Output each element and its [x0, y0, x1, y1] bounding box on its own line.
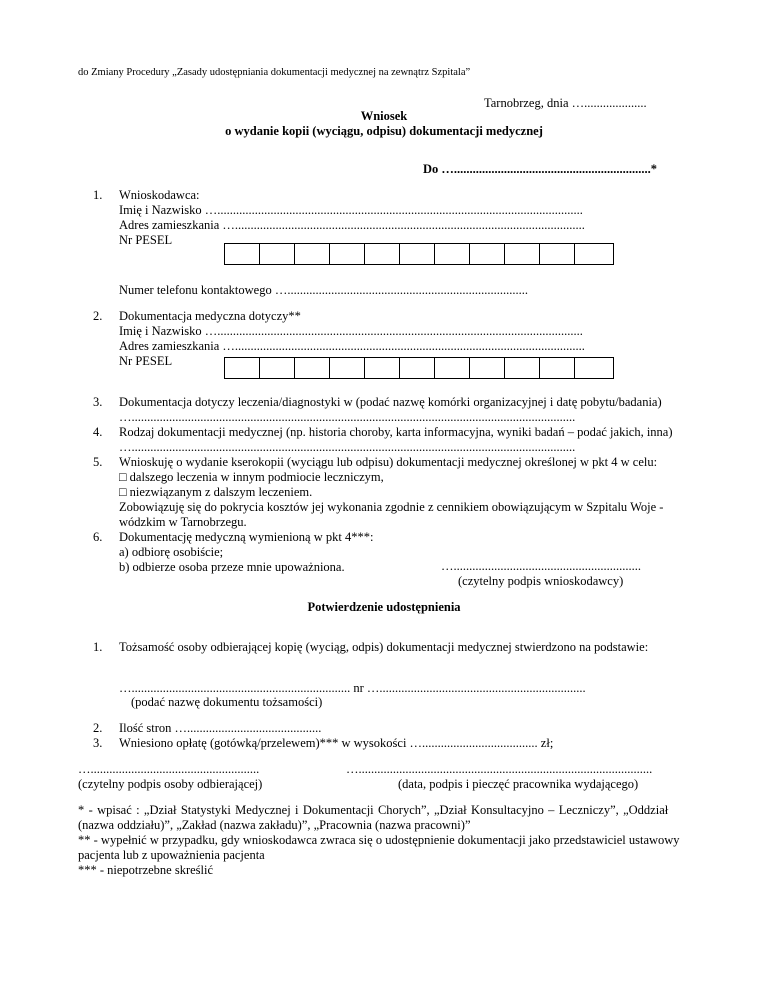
- cost-commitment-line-2: wódzkim w Tarnobrzegu.: [119, 515, 247, 529]
- confirmation-title: Potwierdzenie udostępnienia: [307, 600, 461, 614]
- pesel-digit-box[interactable]: [295, 244, 330, 264]
- item-4-text: Rodzaj dokumentacji medycznej (np. historia choroby, karta informacyjna, wyniki badań – podać jakich, inna): [119, 425, 673, 439]
- item-6-number: 6.: [93, 530, 103, 544]
- item-3-number: 3.: [93, 395, 103, 409]
- section-1-heading: Wnioskodawca:: [119, 188, 200, 202]
- cost-commitment-line-1: Zobowiązuję się do pokrycia kosztów jej wykonania zgodnie z cennikiem obowiązującym w Szpitalu Woje -: [119, 500, 664, 514]
- applicant-name-field[interactable]: Imię i Nazwisko ….....................................................................................................................: [119, 203, 583, 217]
- pesel-digit-box[interactable]: [575, 358, 610, 378]
- patient-address-field[interactable]: Adres zamieszkania …................................................................................................................: [119, 339, 585, 353]
- confirmation-2-number: 2.: [93, 721, 103, 735]
- employee-signature-field[interactable]: …..............................................................................................: [346, 762, 653, 776]
- footnote-1-line-2: (nazwa oddziału)”, „Zakład (nazwa zakładu)”, „Pracownia (nazwa pracowni)”: [78, 818, 471, 832]
- footnote-2-line-1: ** - wypełnić w przypadku, gdy wnioskodawca zwraca się o udostępnienie dokumentacji jako przedstawiciel ustawowy: [78, 833, 680, 847]
- applicant-signature-field[interactable]: …............................................................: [441, 559, 641, 573]
- applicant-pesel-boxes[interactable]: [224, 243, 614, 265]
- item-5-text: Wnioskuję o wydanie kserokopii (wyciągu lub odpisu) dokumentacji medycznej określonej w pkt 4 w celu:: [119, 455, 658, 469]
- pesel-digit-box[interactable]: [470, 358, 505, 378]
- section-2-heading: Dokumentacja medyczna dotyczy**: [119, 309, 301, 323]
- confirmation-3-number: 3.: [93, 736, 103, 750]
- pesel-digit-box[interactable]: [225, 358, 260, 378]
- employee-signature-label: (data, podpis i pieczęć pracownika wydającego): [398, 777, 639, 791]
- pesel-digit-box[interactable]: [260, 244, 295, 264]
- identity-document-label: (podać nazwę dokumentu tożsamości): [131, 695, 323, 709]
- footnote-1-line-1: * - wpisać : „Dział Statystyki Medycznej i Dokumentacji Chorych”, „Dział Konsultacyjno – Leczniczy”, „Oddział: [78, 803, 669, 817]
- pesel-digit-box[interactable]: [365, 244, 400, 264]
- section-2-number: 2.: [93, 309, 103, 323]
- section-1-number: 1.: [93, 188, 103, 202]
- place-date: Tarnobrzeg, dnia …....................: [484, 96, 647, 110]
- title-line-2: o wydanie kopii (wyciągu, odpisu) dokumentacji medycznej: [225, 124, 543, 138]
- applicant-address-field[interactable]: Adres zamieszkania …................................................................................................................: [119, 218, 585, 232]
- option-personal-pickup[interactable]: a) odbiorę osobiście;: [119, 545, 224, 559]
- pesel-digit-box[interactable]: [435, 358, 470, 378]
- item-5-number: 5.: [93, 455, 103, 469]
- recipient-signature-label: (czytelny podpis osoby odbierającej): [78, 777, 263, 791]
- applicant-phone-field[interactable]: Numer telefonu kontaktowego ….............................................................................: [119, 283, 528, 297]
- applicant-signature-label: (czytelny podpis wnioskodawcy): [458, 574, 624, 588]
- item-3-text: Dokumentacja dotyczy leczenia/diagnostyki w (podać nazwę komórki organizacyjnej i datę pobytu/badania): [119, 395, 662, 409]
- pesel-digit-box[interactable]: [505, 358, 540, 378]
- option-not-treatment[interactable]: □ niezwiązanym z dalszym leczeniem.: [119, 485, 313, 499]
- pesel-digit-box[interactable]: [330, 244, 365, 264]
- identity-document-field[interactable]: …...................................................................... nr …..................................................................: [119, 681, 586, 695]
- item-4-field[interactable]: …..............................................................................................................................................: [119, 440, 576, 454]
- confirmation-1-text: Tożsamość osoby odbierającej kopię (wyciąg, odpis) dokumentacji medycznej stwierdzono na podstawie:: [119, 640, 649, 654]
- pesel-digit-box[interactable]: [540, 358, 575, 378]
- pesel-digit-box[interactable]: [575, 244, 610, 264]
- patient-pesel-label: Nr PESEL: [119, 354, 173, 368]
- pesel-digit-box[interactable]: [225, 244, 260, 264]
- recipient-signature-field[interactable]: …......................................................: [78, 762, 260, 776]
- item-6-text: Dokumentację medyczną wymienioną w pkt 4***:: [119, 530, 374, 544]
- option-authorized-pickup[interactable]: b) odbierze osoba przeze mnie upoważniona.: [119, 560, 345, 574]
- document-header: do Zmiany Procedury „Zasady udostępniania dokumentacji medycznej na zewnątrz Szpitala”: [78, 67, 471, 78]
- item-3-field[interactable]: …..............................................................................................................................................: [119, 410, 576, 424]
- fee-field[interactable]: Wniesiono opłatę (gotówką/przelewem)*** w wysokości …..................................... zł;: [119, 736, 554, 750]
- pesel-digit-box[interactable]: [540, 244, 575, 264]
- item-4-number: 4.: [93, 425, 103, 439]
- pesel-digit-box[interactable]: [295, 358, 330, 378]
- pesel-digit-box[interactable]: [470, 244, 505, 264]
- patient-pesel-boxes[interactable]: [224, 357, 614, 379]
- patient-name-field[interactable]: Imię i Nazwisko ….....................................................................................................................: [119, 324, 583, 338]
- pesel-digit-box[interactable]: [435, 244, 470, 264]
- pesel-digit-box[interactable]: [260, 358, 295, 378]
- option-further-treatment[interactable]: □ dalszego leczenia w innym podmiocie leczniczym,: [119, 470, 384, 484]
- pesel-digit-box[interactable]: [400, 244, 435, 264]
- footnote-3: *** - niepotrzebne skreślić: [78, 863, 214, 877]
- applicant-pesel-label: Nr PESEL: [119, 233, 173, 247]
- addressee: Do …...............................................................*: [423, 162, 658, 176]
- confirmation-1-number: 1.: [93, 640, 103, 654]
- title-line-1: Wniosek: [360, 109, 408, 123]
- footnote-2-line-2: pacjenta lub z upoważnienia pacjenta: [78, 848, 265, 862]
- pesel-digit-box[interactable]: [330, 358, 365, 378]
- pesel-digit-box[interactable]: [365, 358, 400, 378]
- page-count-field[interactable]: Ilość stron …...........................................: [119, 721, 322, 735]
- pesel-digit-box[interactable]: [400, 358, 435, 378]
- pesel-digit-box[interactable]: [505, 244, 540, 264]
